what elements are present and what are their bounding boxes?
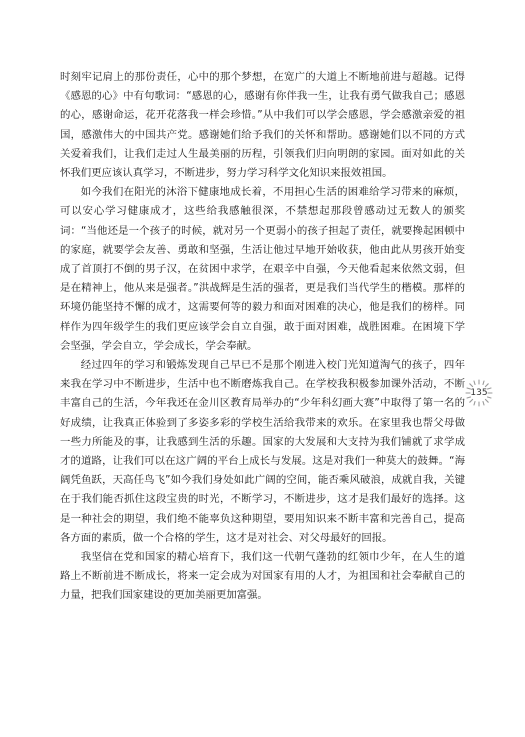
paragraph-1: 时刻牢记肩上的那份责任，心中的那个梦想，在宽广的大道上不断地前进与超越。记得《感恩的心》中有句歌词：“感恩的心，感谢有你伴我一生，让我有勇气做我自己；感恩的心，感谢命运，花开花落我一样会珍惜。”从中我们可以学会感恩，学会感激亲爱的祖国，感激伟大的中国共产党。感谢她们给予我们的关怀和帮助。感谢她们以不同的方式关爱着我们，让我们走过人生最美丽的历程，引领我们归向明朗的家园。面对如此的关怀我们更应该认真学习，不断进步，努力学习科学文化知识来报效祖国。 xyxy=(60,71,465,180)
paragraph-4: 我坚信在党和国家的精心培育下，我们这一代朝气蓬勃的红领巾少年，在人生的道路上不断前进不断成长，将来一定会成为对国家有用的人才，为祖国和社会奉献自己的力量，把我们国家建设的更加美丽更加富强。 xyxy=(60,551,465,602)
paragraph-3: 经过四年的学习和锻炼发现自己早已不是那个刚进入校门光知道淘气的孩子，四年来我在学习中不断进步，生活中也不断磨炼我自己。在学校我积极参加课外活动，不断丰富自己的生活，今年我还在金川区教育局举办的“少年科幻画大赛”中取得了第一名的好成绩，让我真正体验到了多姿多彩的学校生活给我带来的欢乐。在家里我也帮父母做一些力所能及的事，让我感到生活的乐趣。国家的大发展和大支持为我们铺就了求学成才的道路，让我们可以在这广阔的平台上成长与发展。这是对我们一种莫大的鼓舞。“海阔凭鱼跃，天高任鸟飞”如今我们身处如此广阔的空间，能否乘风破浪，成就自我，关键在于我们能否抓住这段宝贵的时光，不断学习，不断进步，这才是我们最好的选择。这是一种社会的期望，我们绝不能辜负这种期望，要用知识来不断丰富和完善自己，提高各方面的素质，做一个合格的学生，这才是对社会、对父母最好的回报。 xyxy=(60,359,465,544)
paragraph-2: 如今我们在阳光的沐浴下健康地成长着，不用担心生活的困难给学习带来的麻烦，可以安心学习健康成才，这些给我感触很深，不禁想起那段曾感动过无数人的颁奖词：“当他还是一个孩子的时候，就对另一个更弱小的孩子担起了责任，就要搀起困顿中的家庭，就要学会友善、勇敢和坚强，生活让他过早地开始收获，他由此从男孩开始变成了首顶打不倒的男子汉，在贫困中求学，在艰辛中自强，今天他看起来依然文弱，但是在精神上，他从来是强者。”洪战辉是生活的强者，更是我们当代学生的楷模。那样的环境仍能坚持不懈的成才，这需要何等的毅力和面对困难的决心，他是我们的榜样。同样作为四年级学生的我们更应该学会自立自强，敢于面对困难，战胜困难。在困境下学会坚强，学会自立，学会成长，学会奉献。 xyxy=(60,186,465,352)
document-body xyxy=(60,68,465,606)
page-number-ornament xyxy=(464,378,494,408)
page-number: 135 xyxy=(470,388,488,398)
